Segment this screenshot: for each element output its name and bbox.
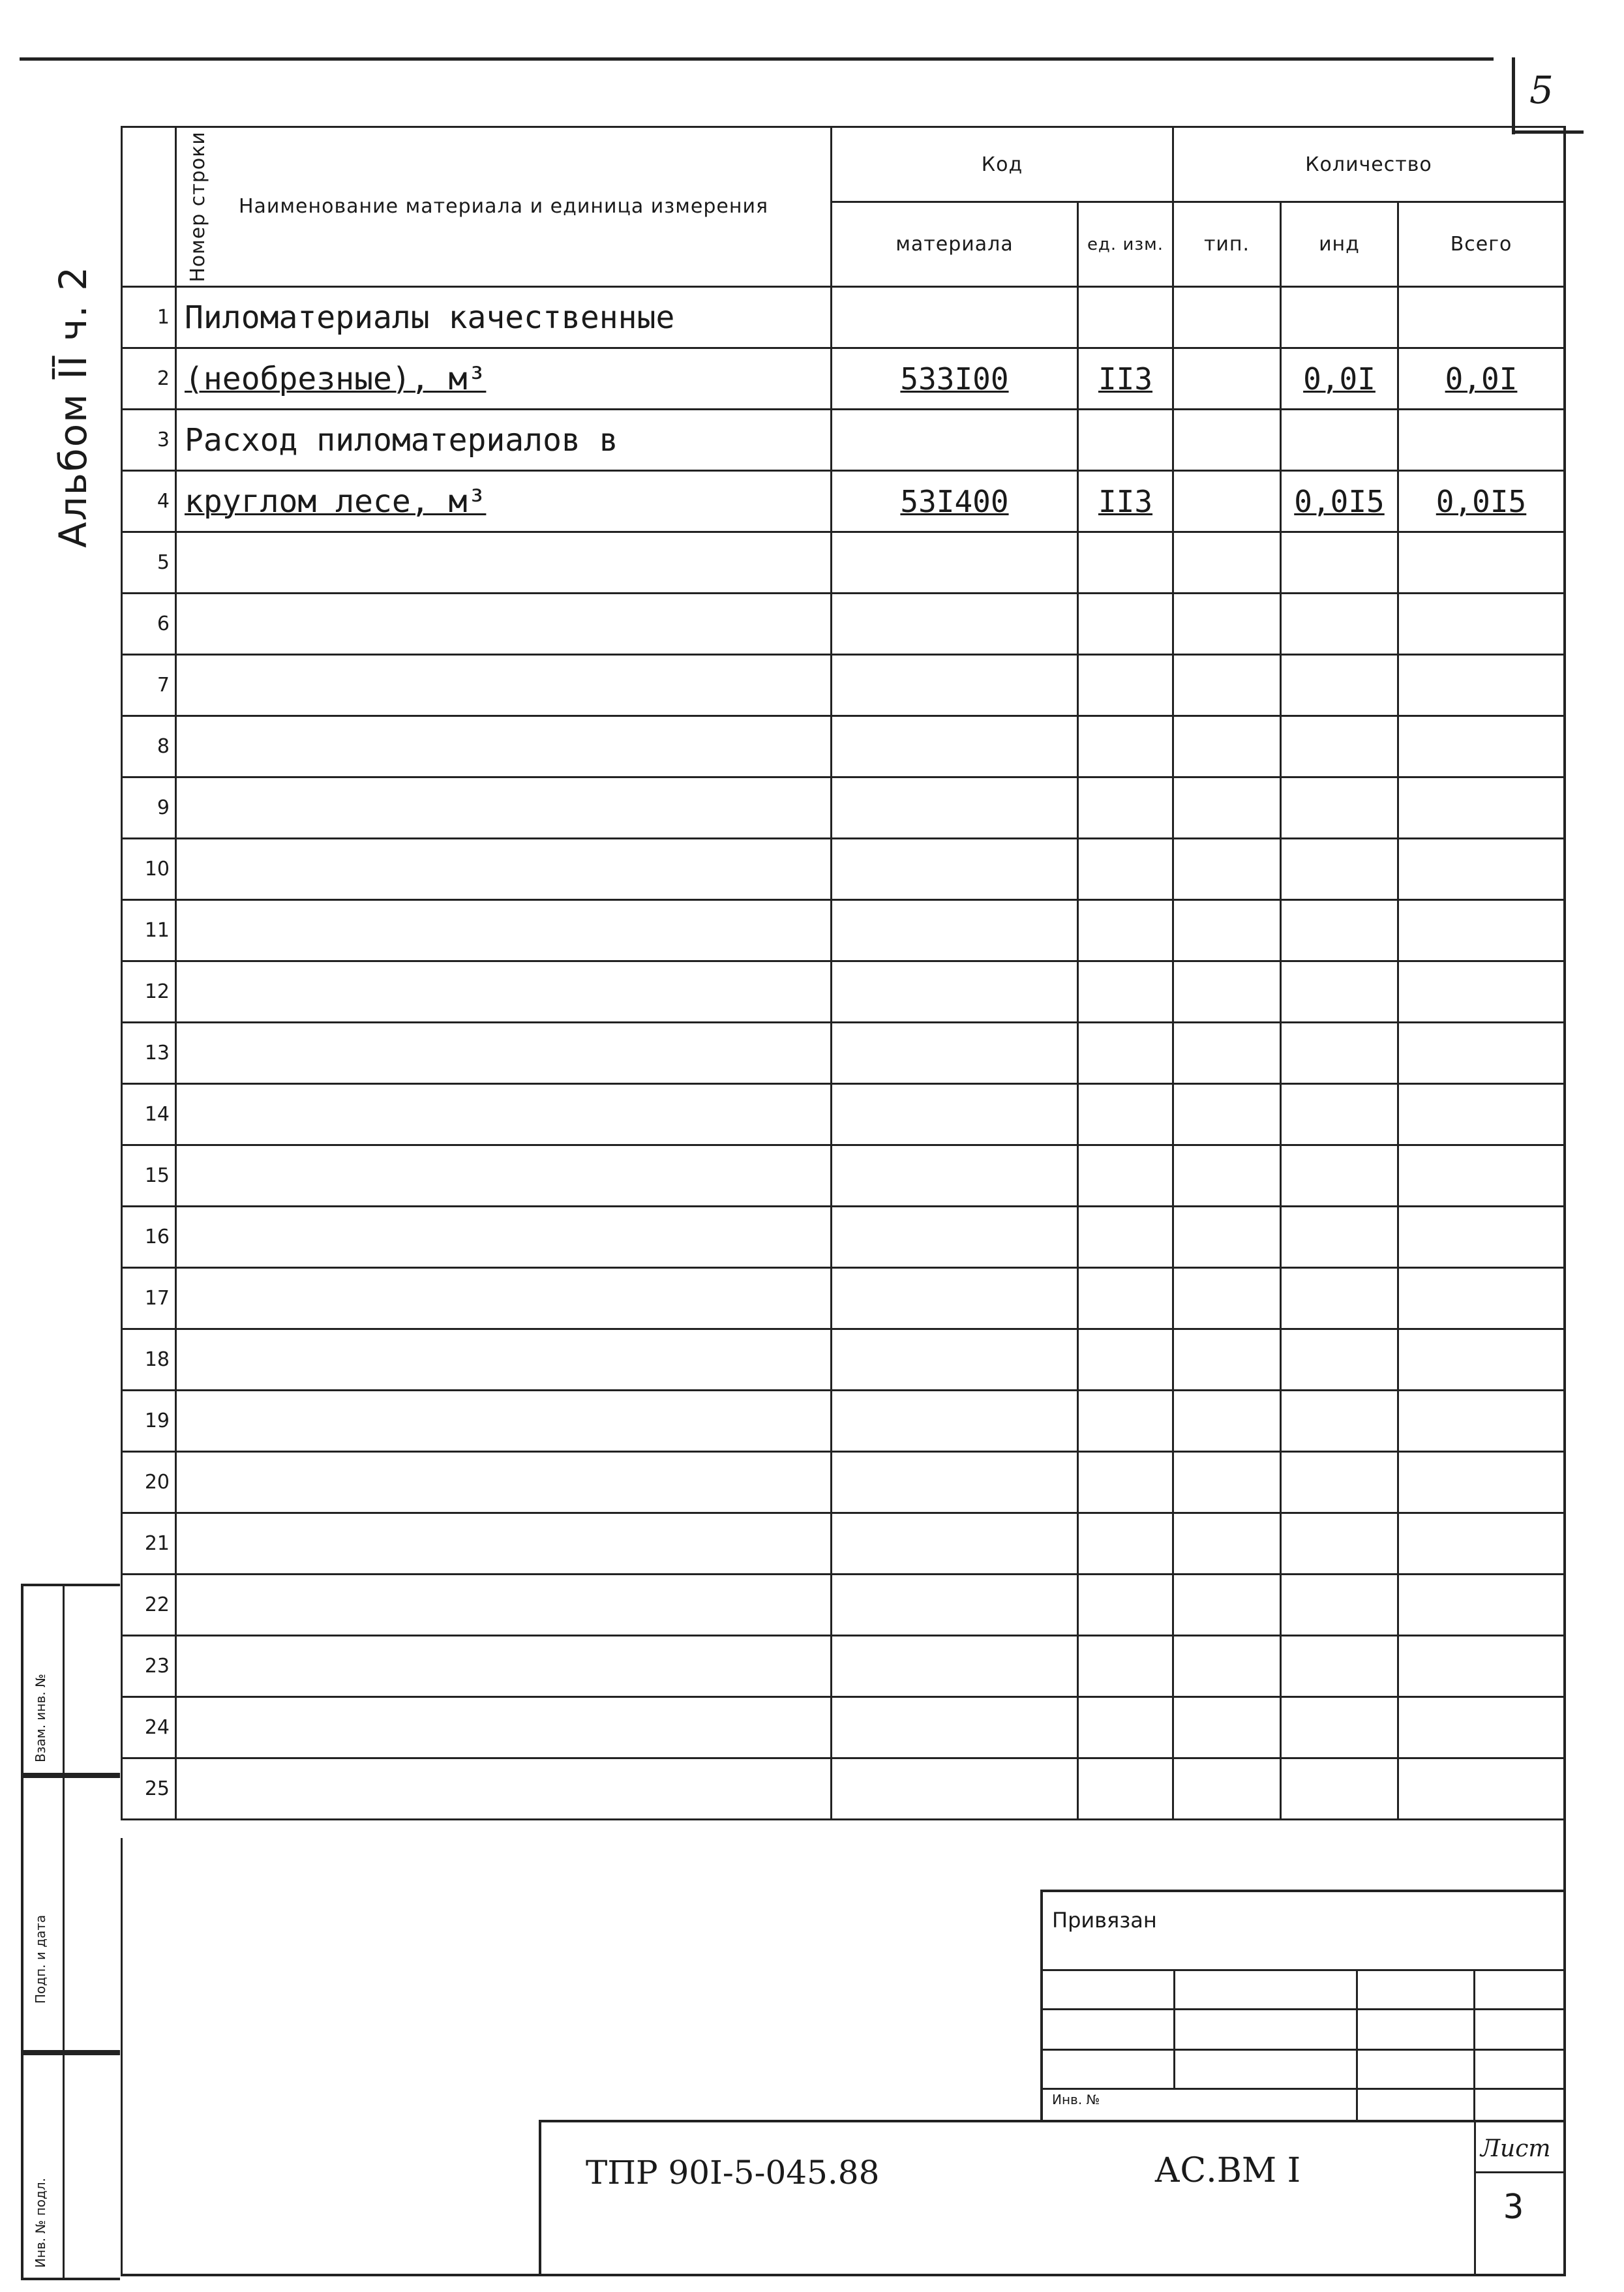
table-row	[122, 1023, 1565, 1084]
binding-label: Привязан	[1052, 1908, 1157, 1933]
table-row	[122, 532, 1565, 594]
table-row	[122, 1329, 1565, 1391]
unit-code	[1078, 1513, 1173, 1575]
row-number: 14	[122, 1084, 176, 1145]
quantity-ind	[1281, 961, 1398, 1023]
row-number: 24	[122, 1697, 176, 1758]
material-code: 53I400	[832, 471, 1078, 532]
table-row	[122, 1575, 1565, 1636]
quantity-ind	[1281, 1758, 1398, 1820]
quantity-type	[1173, 594, 1281, 655]
sheet-number: 3	[1503, 2188, 1524, 2227]
row-number: 17	[122, 1268, 176, 1329]
unit-code	[1078, 594, 1173, 655]
quantity-total	[1398, 777, 1565, 839]
table-row	[122, 900, 1565, 961]
unit-code	[1078, 1023, 1173, 1084]
quantity-ind: 0,0I	[1281, 348, 1398, 410]
row-number: 20	[122, 1452, 176, 1513]
unit-code	[1078, 410, 1173, 471]
row-number: 10	[122, 839, 176, 900]
album-label: Альбом ĪĪ ч. 2	[51, 265, 95, 548]
material-name: Пиломатериалы качественные	[176, 287, 832, 348]
title-block	[539, 2120, 1566, 2276]
quantity-type	[1173, 1697, 1281, 1758]
quantity-ind	[1281, 839, 1398, 900]
row-number: 13	[122, 1023, 176, 1084]
quantity-type	[1173, 1391, 1281, 1452]
row-number: 2	[122, 348, 176, 410]
page-number-frame	[1512, 57, 1515, 134]
row-number: 16	[122, 1207, 176, 1268]
original-inventory-box	[21, 2050, 120, 2280]
material-code	[832, 1268, 1078, 1329]
material-name	[176, 1636, 832, 1697]
quantity-ind	[1281, 1513, 1398, 1575]
unit-code	[1078, 655, 1173, 716]
table-row	[122, 1145, 1565, 1207]
unit-code	[1078, 1391, 1173, 1452]
quantity-type	[1173, 655, 1281, 716]
quantity-ind	[1281, 1207, 1398, 1268]
row-number: 22	[122, 1575, 176, 1636]
row-number: 19	[122, 1391, 176, 1452]
quantity-ind	[1281, 532, 1398, 594]
row-number: 15	[122, 1145, 176, 1207]
quantity-ind	[1281, 777, 1398, 839]
quantity-total	[1398, 655, 1565, 716]
material-name	[176, 900, 832, 961]
table-row	[122, 1452, 1565, 1513]
material-name	[176, 1697, 832, 1758]
table-row	[122, 1636, 1565, 1697]
material-code	[832, 1697, 1078, 1758]
material-name	[176, 1207, 832, 1268]
quantity-total	[1398, 1268, 1565, 1329]
material-code	[832, 1636, 1078, 1697]
material-name	[176, 716, 832, 777]
header-code-unit: ед. изм.	[1078, 202, 1173, 287]
quantity-type	[1173, 1145, 1281, 1207]
table-row	[122, 1513, 1565, 1575]
quantity-type	[1173, 961, 1281, 1023]
row-number: 12	[122, 961, 176, 1023]
quantity-ind	[1281, 655, 1398, 716]
unit-code	[1078, 716, 1173, 777]
quantity-type	[1173, 1636, 1281, 1697]
unit-code	[1078, 1452, 1173, 1513]
material-code	[832, 1329, 1078, 1391]
table-row	[122, 655, 1565, 716]
quantity-type	[1173, 1268, 1281, 1329]
table-row	[122, 1391, 1565, 1452]
row-number: 11	[122, 900, 176, 961]
unit-code	[1078, 532, 1173, 594]
signature-date-box	[21, 1773, 120, 2055]
quantity-type	[1173, 1513, 1281, 1575]
quantity-ind	[1281, 900, 1398, 961]
quantity-total	[1398, 594, 1565, 655]
quantity-type	[1173, 839, 1281, 900]
material-name	[176, 1758, 832, 1820]
table-row	[122, 1697, 1565, 1758]
table-row	[122, 594, 1565, 655]
quantity-type	[1173, 471, 1281, 532]
material-name	[176, 777, 832, 839]
row-number: 1	[122, 287, 176, 348]
quantity-ind	[1281, 716, 1398, 777]
material-name: круглом лесе, м³	[176, 471, 832, 532]
row-number: 3	[122, 410, 176, 471]
quantity-type	[1173, 716, 1281, 777]
document-code: ТПР 90I-5-045.88	[586, 2154, 880, 2192]
material-code	[832, 777, 1078, 839]
unit-code	[1078, 1697, 1173, 1758]
row-number: 6	[122, 594, 176, 655]
material-code	[832, 594, 1078, 655]
quantity-ind	[1281, 1084, 1398, 1145]
quantity-total	[1398, 1636, 1565, 1697]
quantity-type	[1173, 348, 1281, 410]
unit-code	[1078, 900, 1173, 961]
material-name	[176, 532, 832, 594]
quantity-type	[1173, 1758, 1281, 1820]
material-code	[832, 532, 1078, 594]
quantity-type	[1173, 900, 1281, 961]
row-number: 7	[122, 655, 176, 716]
material-name	[176, 1084, 832, 1145]
unit-code	[1078, 1207, 1173, 1268]
header-qty-ind: инд	[1281, 202, 1398, 287]
quantity-ind	[1281, 410, 1398, 471]
page-number: 5	[1529, 68, 1554, 112]
quantity-ind	[1281, 1452, 1398, 1513]
inventory-number-label: Инв. №	[1052, 2092, 1100, 2107]
table-row	[122, 348, 1565, 410]
document-mark: АС.ВМ I	[1154, 2151, 1301, 2190]
frame-left-line	[121, 1838, 123, 2276]
material-name: (необрезные), м³	[176, 348, 832, 410]
label-original-inventory: Инв. № подл.	[33, 2178, 48, 2268]
quantity-total	[1398, 1513, 1565, 1575]
table-row	[122, 839, 1565, 900]
quantity-total: 0,0I5	[1398, 471, 1565, 532]
material-code	[832, 655, 1078, 716]
quantity-type	[1173, 1023, 1281, 1084]
quantity-total	[1398, 410, 1565, 471]
material-code	[832, 961, 1078, 1023]
quantity-ind	[1281, 1391, 1398, 1452]
quantity-ind	[1281, 1329, 1398, 1391]
quantity-total	[1398, 1207, 1565, 1268]
material-code	[832, 410, 1078, 471]
material-code	[832, 839, 1078, 900]
quantity-type	[1173, 410, 1281, 471]
table-row	[122, 287, 1565, 348]
quantity-ind	[1281, 1145, 1398, 1207]
material-name	[176, 1575, 832, 1636]
row-number: 25	[122, 1758, 176, 1820]
material-code	[832, 716, 1078, 777]
material-code	[832, 1023, 1078, 1084]
table-row	[122, 777, 1565, 839]
header-quantity-group: Количество	[1173, 127, 1565, 202]
table-row	[122, 410, 1565, 471]
unit-code: II3	[1078, 471, 1173, 532]
unit-code	[1078, 839, 1173, 900]
quantity-total	[1398, 1145, 1565, 1207]
table-row	[122, 1268, 1565, 1329]
material-code	[832, 1513, 1078, 1575]
quantity-total	[1398, 532, 1565, 594]
material-code	[832, 1084, 1078, 1145]
materials-table	[121, 126, 1565, 1820]
material-name	[176, 1452, 832, 1513]
quantity-total	[1398, 1758, 1565, 1820]
material-code	[832, 287, 1078, 348]
material-name: Расход пиломатериалов в	[176, 410, 832, 471]
header-code-material: материала	[832, 202, 1078, 287]
sheet-label: Лист	[1481, 2135, 1551, 2162]
material-name	[176, 1513, 832, 1575]
unit-code	[1078, 961, 1173, 1023]
unit-code	[1078, 1329, 1173, 1391]
quantity-ind	[1281, 1575, 1398, 1636]
quantity-type	[1173, 1452, 1281, 1513]
material-code	[832, 1452, 1078, 1513]
row-number: 8	[122, 716, 176, 777]
unit-code	[1078, 1758, 1173, 1820]
quantity-total	[1398, 1084, 1565, 1145]
quantity-type	[1173, 777, 1281, 839]
row-number: 5	[122, 532, 176, 594]
quantity-total	[1398, 287, 1565, 348]
material-name	[176, 1391, 832, 1452]
quantity-ind: 0,0I5	[1281, 471, 1398, 532]
row-number: 9	[122, 777, 176, 839]
unit-code	[1078, 1145, 1173, 1207]
header-code-group: Код	[832, 127, 1173, 202]
table-row	[122, 1207, 1565, 1268]
row-number: 4	[122, 471, 176, 532]
table-row	[122, 1758, 1565, 1820]
quantity-type	[1173, 532, 1281, 594]
quantity-total	[1398, 1697, 1565, 1758]
top-border-line	[20, 57, 1494, 61]
unit-code	[1078, 1636, 1173, 1697]
quantity-type	[1173, 1084, 1281, 1145]
quantity-total	[1398, 716, 1565, 777]
quantity-type	[1173, 287, 1281, 348]
material-name	[176, 1023, 832, 1084]
quantity-type	[1173, 1329, 1281, 1391]
quantity-total	[1398, 1023, 1565, 1084]
replacement-inventory-box	[21, 1584, 120, 1778]
table-row	[122, 961, 1565, 1023]
unit-code	[1078, 777, 1173, 839]
quantity-total	[1398, 961, 1565, 1023]
quantity-type	[1173, 1207, 1281, 1268]
material-name	[176, 1268, 832, 1329]
quantity-ind	[1281, 1023, 1398, 1084]
label-signature-date: Подп. и дата	[33, 1914, 48, 2004]
unit-code	[1078, 1575, 1173, 1636]
quantity-total	[1398, 900, 1565, 961]
row-number: 21	[122, 1513, 176, 1575]
material-name	[176, 839, 832, 900]
material-name	[176, 655, 832, 716]
row-number: 23	[122, 1636, 176, 1697]
unit-code	[1078, 287, 1173, 348]
header-qty-total: Всего	[1398, 202, 1565, 287]
material-code: 533I00	[832, 348, 1078, 410]
material-code	[832, 900, 1078, 961]
material-code	[832, 1758, 1078, 1820]
material-name	[176, 1145, 832, 1207]
quantity-total	[1398, 1329, 1565, 1391]
unit-code	[1078, 1268, 1173, 1329]
quantity-ind	[1281, 1697, 1398, 1758]
table-row	[122, 471, 1565, 532]
quantity-ind	[1281, 287, 1398, 348]
quantity-ind	[1281, 1268, 1398, 1329]
unit-code: II3	[1078, 348, 1173, 410]
row-number: 18	[122, 1329, 176, 1391]
unit-code	[1078, 1084, 1173, 1145]
quantity-total	[1398, 1452, 1565, 1513]
header-material-name: Наименование материала и единица измерения	[176, 127, 832, 287]
quantity-total	[1398, 839, 1565, 900]
material-code	[832, 1145, 1078, 1207]
material-code	[832, 1575, 1078, 1636]
quantity-total: 0,0I	[1398, 348, 1565, 410]
quantity-total	[1398, 1575, 1565, 1636]
quantity-type	[1173, 1575, 1281, 1636]
quantity-ind	[1281, 1636, 1398, 1697]
quantity-ind	[1281, 594, 1398, 655]
header-row-number: Номер строки	[122, 127, 176, 287]
header-qty-type: тип.	[1173, 202, 1281, 287]
quantity-total	[1398, 1391, 1565, 1452]
table-row	[122, 716, 1565, 777]
material-name	[176, 961, 832, 1023]
material-name	[176, 1329, 832, 1391]
material-code	[832, 1207, 1078, 1268]
material-code	[832, 1391, 1078, 1452]
table-row	[122, 1084, 1565, 1145]
material-name	[176, 594, 832, 655]
label-replacement-inventory: Взам. инв. №	[33, 1674, 48, 1762]
binding-block	[1040, 1890, 1566, 2122]
